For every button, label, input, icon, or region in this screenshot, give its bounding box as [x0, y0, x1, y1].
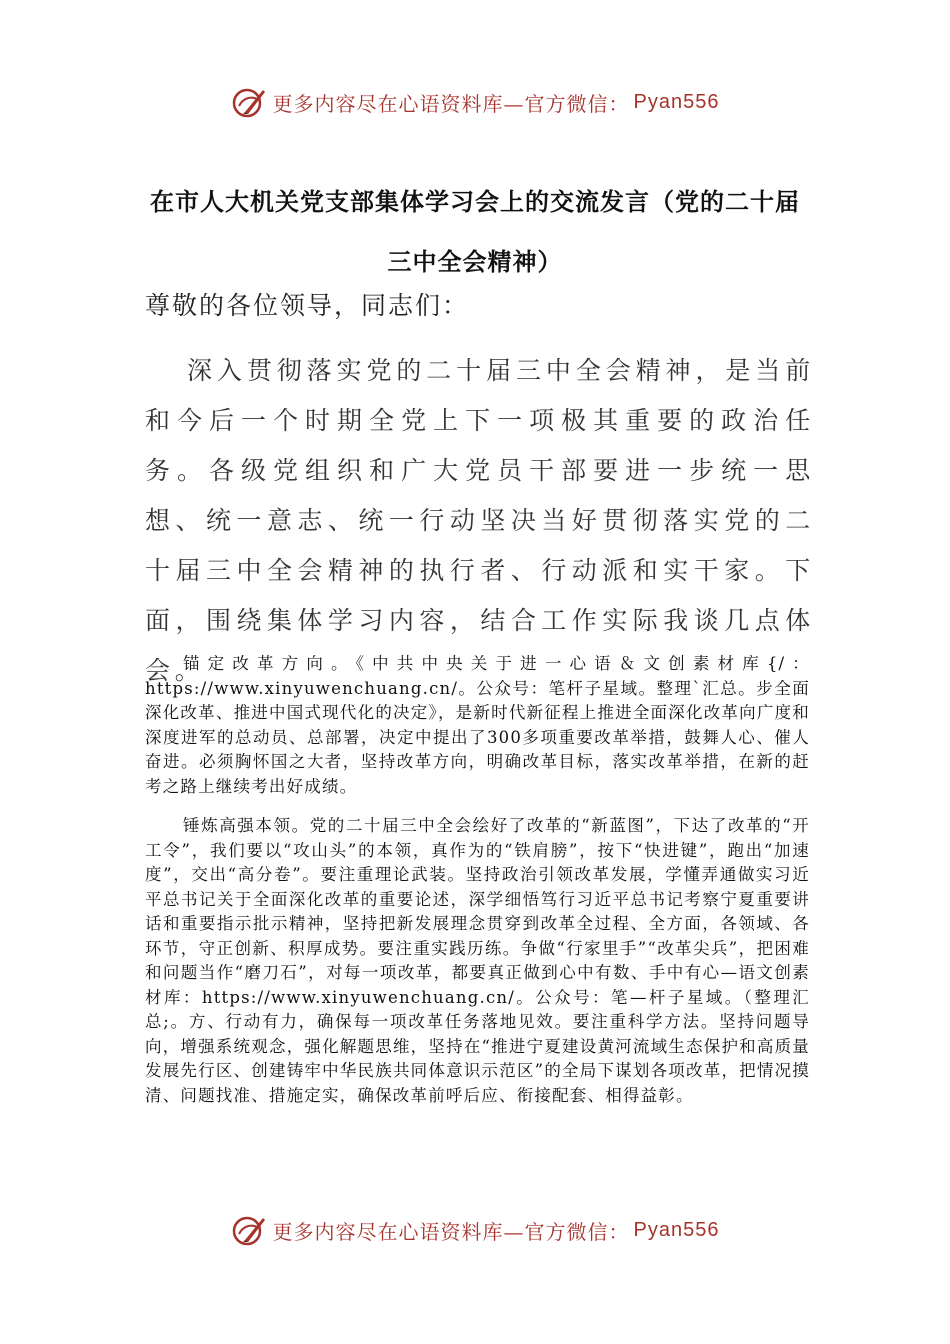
body-paragraph-1: 锚定改革方向。《中共中央关于进一心语＆文创素材库{/：https://www.xinyuwenchuang.cn/。公众号：笔杆子星域。整理`汇总。步全面深化改革、推进中国式现代化的决定》，是新时代新征程上推进全面深化改革向广度和深度进军的总动员、总部署，决定中提出了300多项重要改革举措，鼓舞人心、催人奋进。必须胸怀国之大者，坚持改革方向，明确改革目标，落实改革举措，在新的赶考之路上继续考出好成绩。 — [145, 654, 810, 796]
body-paragraph-2: 锤炼高强本领。党的二十届三中全会绘好了改革的“新蓝图”，下达了改革的“开工令”，我们要以“攻山头”的本领，真作为的“铁肩膀”，按下“快进键”，跑出“加速度”，交出“高分卷”。要注重理论武装。坚持政治引领改革发展，学懂弄通做实习近平总书记关于全面深化改革的重要论述，深学细悟笃行习近平总书记考察宁夏重要讲话和重要指示批示精神，坚持把新发展理念贯穿到改革全过程、全方面，各领域、各环节，守正创新、积厚成势。要注重实践历练。争做“行家里手”“改革尖兵”，把困难和问题当作“磨刀石”，对每一项改革，都要真正做到心中有数、手中有心—语文创素材库：https://www.xinyuwenchuang.cn/。公众号：笔—杆子星域。（整理汇总;。方、行动有力，确保每一项改革任务落地见效。要注重科学方法。坚持问题导向，增强系统观念，强化解题思维，坚持在“推进宁夏建设黄河流域生态保护和高质量发展先行区、创建铸牢中华民族共同体意识示范区”的全局下谋划各项改革，把情况摸清、问题找准、措施定实，确保改革前呼后应、衔接配套、相得益彰。 — [145, 816, 810, 1105]
watermark-banner-bottom — [0, 1208, 950, 1252]
intro-paragraph: 深入贯彻落实党的二十届三中全会精神，是当前和今后一个时期全党上下一项极其重要的政治任务。各级党组织和广大党员干部要进一步统一思想、统一意志、统一行动坚决当好贯彻落实党的二十届三中全会精神的执行者、行动派和实干家。下面，围绕集体学习内容，结合工作实际我谈几点体会。 — [145, 356, 815, 685]
watermark-text: 更多内容尽在心语资料库—官方微信： — [272, 1219, 630, 1244]
watermark-banner-top — [0, 80, 950, 124]
greeting: 尊敬的各位领导，同志们： — [145, 291, 470, 320]
pen-logo-icon — [231, 1212, 267, 1248]
document-title: 在市人大机关党支部集体学习会上的交流发言（党的二十届三中全会精神） — [150, 187, 800, 276]
watermark-text: 更多内容尽在心语资料库—官方微信： — [272, 91, 630, 116]
watermark-wechat-id: Pyan556 — [633, 1218, 720, 1241]
pen-logo-icon — [231, 84, 267, 120]
watermark-wechat-id: Pyan556 — [633, 90, 720, 113]
